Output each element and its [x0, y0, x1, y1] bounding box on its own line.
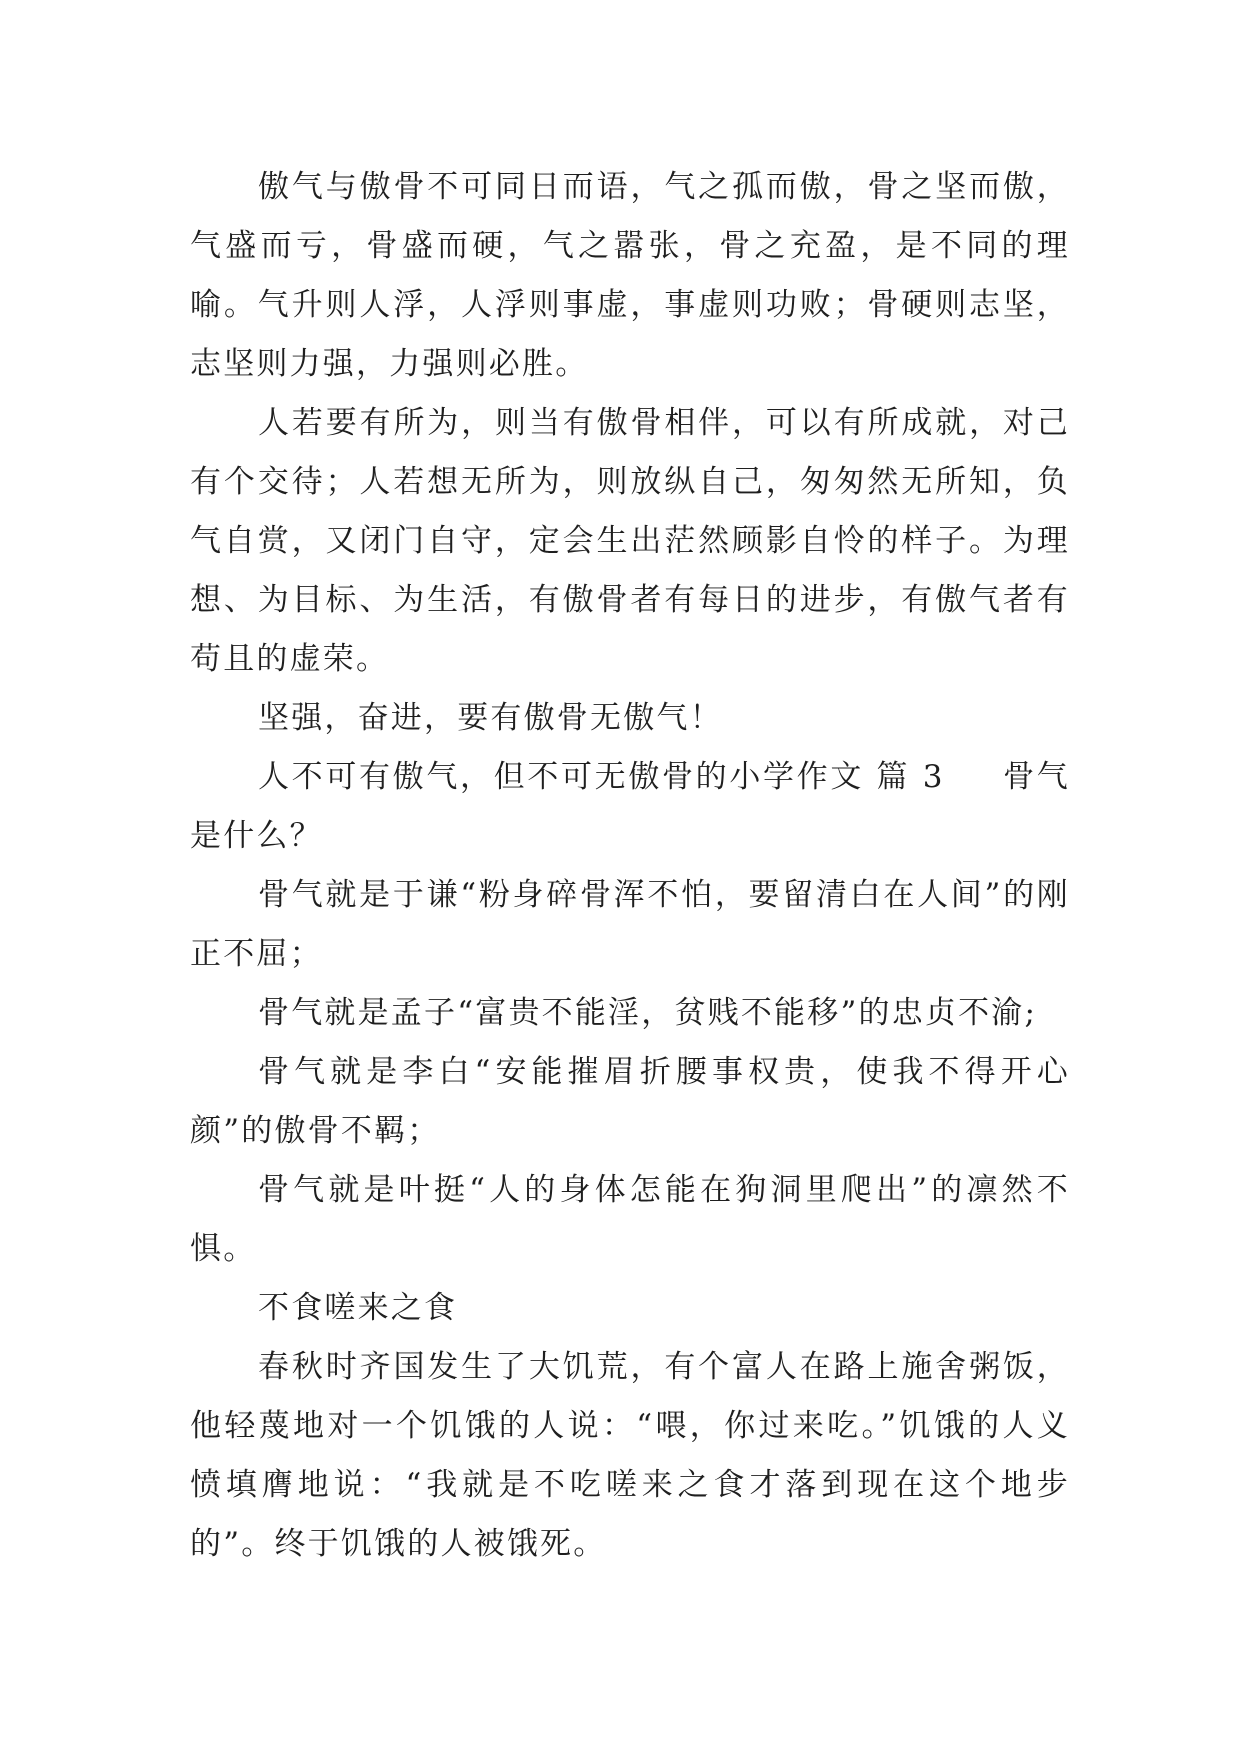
- section-title: 人不可有傲气，但不可无傲骨的小学作文: [258, 759, 864, 795]
- paragraph-having-backbone: 人若要有所为，则当有傲骨相伴，可以有所成就，对己有个交待；人若想无所为，则放纵自己，匆匆然无所知，负气自赏，又闭门自守，定会生出茫然顾影自怜的样子。为理想、为目标、为生活，有傲骨者有每日的进步，有傲气者有苟且的虚荣。: [190, 405, 1070, 677]
- paragraph-li-bai: 骨气就是李白“安能摧眉折腰事权贵，使我不得开心颜”的傲骨不羁；: [190, 1054, 1070, 1149]
- section-first-text: 骨气是什么？: [190, 759, 1070, 854]
- paragraph-pride-vs-backbone: 傲气与傲骨不可同日而语，气之孤而傲，骨之坚而傲，气盛而亏，骨盛而硬，气之嚣张，骨之充盈，是不同的理喻。气升则人浮，人浮则事虚，事虚则功败；骨硬则志坚，志坚则力强，力强则必胜。: [190, 169, 1070, 382]
- paragraph-ye-ting: 骨气就是叶挺“人的身体怎能在狗洞里爬出”的凛然不惧。: [190, 1172, 1070, 1267]
- paragraph-story: 春秋时齐国发生了大饥荒，有个富人在路上施舍粥饭，他轻蔑地对一个饥饿的人说：“喂，你过来吃。”饥饿的人义愤填膺地说：“我就是不吃嗟来之食才落到现在这个地步的”。终于饥饿的人被饿死。: [190, 1349, 1070, 1562]
- story-title: 不食嗟来之食: [258, 1290, 458, 1326]
- section-heading: [190, 748, 1070, 866]
- document-body: [190, 158, 1070, 1574]
- paragraph-conclusion: 坚强，奋进，要有傲骨无傲气！: [258, 700, 723, 736]
- section-number: 篇 3: [876, 759, 945, 795]
- paragraph-yu-qian: 骨气就是于谦“粉身碎骨浑不怕，要留清白在人间”的刚正不屈；: [190, 877, 1070, 972]
- paragraph-mencius: 骨气就是孟子“富贵不能淫，贫贱不能移”的忠贞不渝;: [258, 995, 1038, 1031]
